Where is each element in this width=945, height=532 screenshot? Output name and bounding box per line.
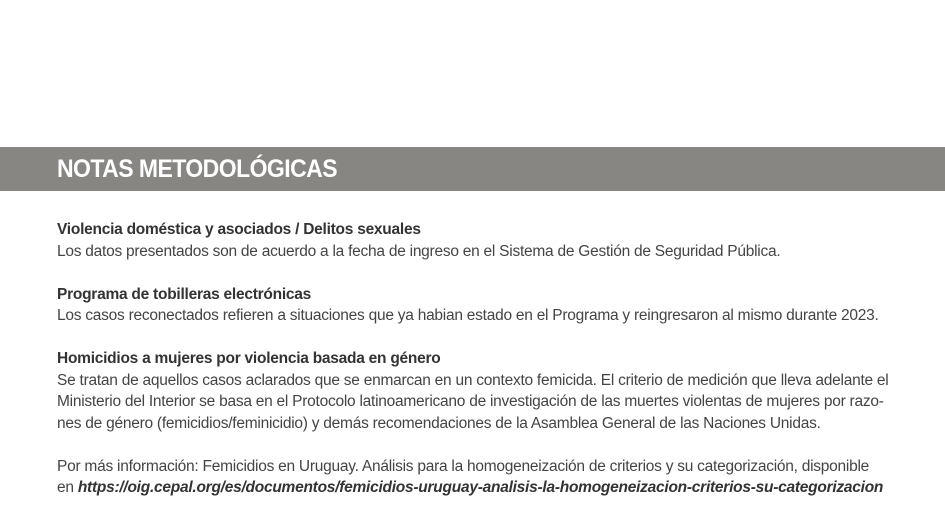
cepal-link[interactable]: https://oig.cepal.org/es/documentos/femicidios-uruguay-analisis-la-homogeneizacion-criterios-su-categorizacion [77, 479, 884, 496]
note-text-line: Se tratan de aquellos casos aclarados que se enmarcan en un contexto femicida. El criterio de medición que lleva adelante el [57, 371, 889, 389]
section-banner [0, 147, 945, 191]
note-text: Los casos reconectados refieren a situaciones que ya habian estado en el Programa y reingresaron al mismo durante 2023. [57, 307, 879, 324]
banner-title: NOTAS METODOLÓGICAS [57, 155, 338, 183]
note-domestic-violence [57, 219, 902, 262]
note-text-line: Ministerio del Interior se basa en el Protocolo latinoamericano de investigación de las muertes violentas de mujeres por razo- [57, 393, 884, 410]
link-prefix: en [57, 479, 78, 496]
note-heading: Violencia doméstica y asociados / Delitos sexuales [57, 221, 421, 238]
note-text-line: nes de género (femicidios/feminicidio) y demás recomendaciones de la Asamblea General de las Naciones Unidas. [57, 414, 821, 432]
note-text: Los datos presentados son de acuerdo a la fecha de ingreso en el Sistema de Gestión de Seguridad Pública. [57, 242, 781, 260]
notes-content [57, 219, 902, 520]
note-heading: Programa de tobilleras electrónicas [57, 285, 311, 303]
more-info-note [57, 456, 902, 499]
note-femicides [57, 348, 902, 434]
more-info-link-line [57, 477, 902, 499]
note-heading: Homicidios a mujeres por violencia basada en género [57, 350, 441, 367]
more-info-text: Por más información: Femicidios en Uruguay. Análisis para la homogeneización de criterios y su categorización, disponible [57, 457, 870, 475]
note-ankle-monitors [57, 284, 902, 327]
